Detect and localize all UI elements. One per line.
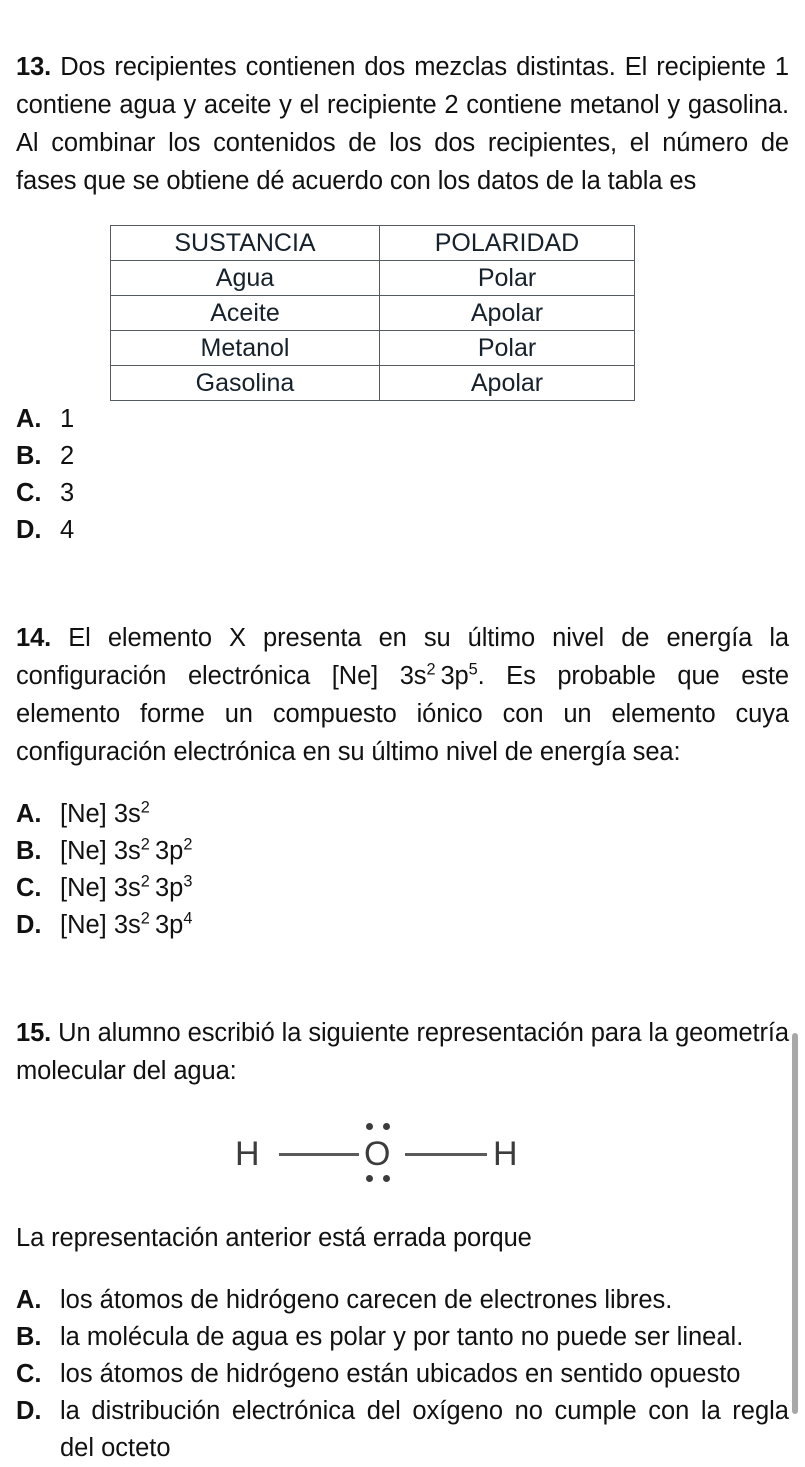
hydrogen-atom-left-label: H — [235, 1137, 260, 1171]
question-15-options — [16, 1282, 789, 1467]
option-letter: C. — [16, 1356, 60, 1393]
question-15-prompt — [16, 1014, 789, 1090]
table-cell-polaridad: Apolar — [380, 296, 635, 331]
option-text: 2 — [60, 438, 789, 475]
option-text: 1 — [60, 401, 789, 438]
question-13-number: 13. — [16, 53, 51, 81]
lone-pair-dot-top-left — [366, 1123, 373, 1130]
question-13-prompt — [16, 48, 789, 200]
option-15-d[interactable] — [16, 1393, 789, 1467]
option-14-d[interactable] — [16, 907, 789, 944]
option-letter: A. — [16, 796, 60, 833]
option-14-a[interactable] — [16, 796, 789, 833]
table-cell-polaridad: Polar — [380, 261, 635, 296]
question-13-options — [16, 401, 789, 549]
option-text: los átomos de hidrógeno están ubicados en sentido opuesto — [60, 1356, 789, 1393]
scrollbar-track[interactable] — [791, 0, 805, 1414]
option-letter: B. — [16, 438, 60, 475]
table-cell-sustancia: Metanol — [111, 331, 380, 366]
question-15-number: 15. — [16, 1019, 51, 1047]
question-14-prompt-text: El elemento X presenta en su último nivel de energía la configuración electrónica [Ne] $3s^2$ $3p^5$. Es probable que este elemento forme un compuesto iónico con un elemento cuya configuración electrónica en su último nivel de energía sea: — [16, 624, 789, 766]
bond-line-right — [405, 1153, 487, 1156]
question-13 — [16, 0, 789, 549]
option-letter: C. — [16, 870, 60, 907]
table-cell-polaridad: Apolar — [380, 366, 635, 401]
option-letter: C. — [16, 475, 60, 512]
lone-pair-dot-bottom-left — [366, 1175, 373, 1182]
question-14-options — [16, 796, 789, 944]
table-header-row — [111, 226, 635, 261]
option-text: 4 — [60, 512, 789, 549]
table-cell-polaridad: Polar — [380, 331, 635, 366]
option-text: [Ne] $3s^2$ $3p^2$ — [60, 833, 789, 870]
option-text: la distribución electrónica del oxígeno no cumple con la regla del octeto — [60, 1393, 789, 1467]
polarity-table-body — [111, 226, 635, 401]
table-header-polaridad: POLARIDAD — [380, 226, 635, 261]
table-row — [111, 331, 635, 366]
oxygen-atom-label: O — [364, 1137, 390, 1171]
table-cell-sustancia: Aceite — [111, 296, 380, 331]
option-letter: B. — [16, 833, 60, 870]
option-13-d[interactable] — [16, 512, 789, 549]
option-text: 3 — [60, 475, 789, 512]
option-letter: D. — [16, 512, 60, 549]
polarity-table-wrapper — [16, 225, 789, 401]
question-14-prompt — [16, 619, 789, 771]
option-letter: D. — [16, 907, 60, 944]
option-letter: D. — [16, 1393, 60, 1430]
polarity-table — [110, 225, 635, 401]
table-row — [111, 366, 635, 401]
lone-pair-dot-top-right — [383, 1123, 390, 1130]
option-text: la molécula de agua es polar y por tanto no puede ser lineal. — [60, 1319, 789, 1356]
option-13-a[interactable] — [16, 401, 789, 438]
option-letter: B. — [16, 1319, 60, 1356]
option-letter: A. — [16, 401, 60, 438]
option-15-c[interactable] — [16, 1356, 789, 1393]
option-text: los átomos de hidrógeno carecen de electrones libres. — [60, 1282, 789, 1319]
question-15-prompt-text: Un alumno escribió la siguiente representación para la geometría molecular del agua: — [16, 1019, 789, 1085]
bond-line-left — [279, 1153, 359, 1156]
option-15-a[interactable] — [16, 1282, 789, 1319]
option-13-c[interactable] — [16, 475, 789, 512]
water-lewis-structure-diagram — [16, 1115, 789, 1193]
option-15-b[interactable] — [16, 1319, 789, 1356]
option-14-c[interactable] — [16, 870, 789, 907]
option-text: [Ne] $3s^2$ — [60, 796, 789, 833]
question-13-prompt-text: Dos recipientes contienen dos mezclas distintas. El recipiente 1 contiene agua y aceite y el recipiente 2 contiene metanol y gasolina. Al combinar los contenidos de los dos recipientes, el número de fases que se obtiene dé acuerdo con los datos de la tabla es — [16, 53, 789, 195]
table-cell-sustancia: Agua — [111, 261, 380, 296]
scrollbar-thumb[interactable] — [792, 1033, 798, 1414]
option-14-b[interactable] — [16, 833, 789, 870]
option-letter: A. — [16, 1282, 60, 1319]
table-cell-sustancia: Gasolina — [111, 366, 380, 401]
option-text: [Ne] $3s^2$ $3p^4$ — [60, 907, 789, 944]
question-15 — [16, 1014, 789, 1467]
option-13-b[interactable] — [16, 438, 789, 475]
question-14-number: 14. — [16, 624, 51, 652]
question-14 — [16, 619, 789, 945]
question-15-stem: La representación anterior está errada porque — [16, 1219, 789, 1257]
table-header-sustancia: SUSTANCIA — [111, 226, 380, 261]
option-text: [Ne] $3s^2$ $3p^3$ — [60, 870, 789, 907]
table-row — [111, 296, 635, 331]
hydrogen-atom-right-label: H — [493, 1137, 518, 1171]
lone-pair-dot-bottom-right — [383, 1175, 390, 1182]
table-row — [111, 261, 635, 296]
